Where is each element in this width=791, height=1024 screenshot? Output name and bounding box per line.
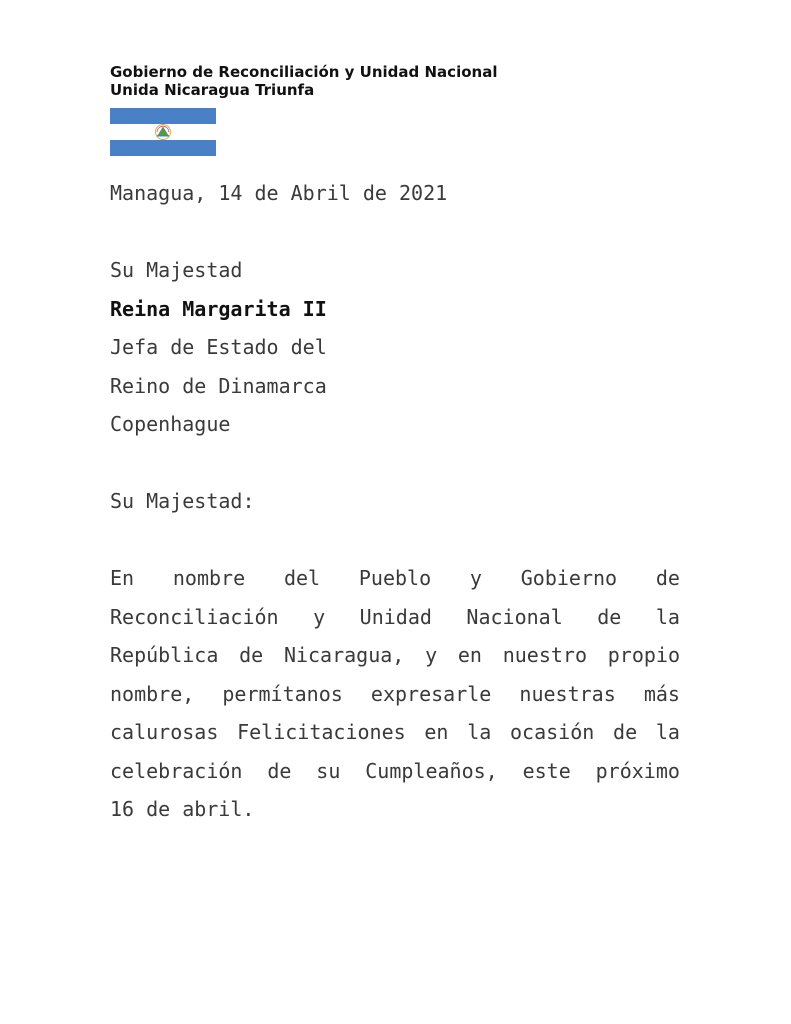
addressee-country: Reino de Dinamarca — [110, 373, 327, 398]
letterhead-slogan: Unida Nicaragua Triunfa — [110, 81, 315, 99]
paragraph-word: Reconciliación — [110, 604, 279, 629]
paragraph-word: más — [643, 681, 680, 706]
paragraph-word: y — [425, 643, 438, 667]
paragraph-line — [110, 675, 680, 714]
paragraph-word: nuestro — [502, 643, 587, 667]
paragraph-line — [110, 636, 680, 675]
paragraph-word: de — [597, 604, 622, 629]
paragraph-word: Gobierno — [520, 566, 618, 590]
paragraph-word: nombre — [172, 566, 246, 590]
paragraph-line — [110, 713, 680, 752]
paragraph-word: ocasión — [510, 720, 595, 744]
paragraph-word: Cumpleaños, — [365, 758, 498, 783]
paragraph-word: en — [424, 720, 449, 744]
paragraph-word: República — [110, 643, 219, 667]
paragraph-word: la — [467, 720, 492, 744]
paragraph-word: Unidad — [359, 604, 432, 629]
paragraph-word: y — [469, 566, 482, 590]
letter-salutation: Su Majestad: — [110, 489, 255, 513]
paragraph-word: 16 — [110, 797, 135, 821]
paragraph-word: celebración — [110, 758, 243, 783]
paragraph-line — [110, 559, 680, 598]
paragraph-word: y — [313, 604, 326, 629]
paragraph-word: de — [146, 797, 171, 821]
addressee-block — [110, 251, 680, 444]
paragraph-word: la — [655, 604, 680, 629]
paragraph-word: su — [316, 758, 341, 783]
coat-of-arms-emblem — [156, 125, 171, 140]
paragraph-word: Nicaragua, — [283, 643, 405, 667]
paragraph-line — [110, 790, 680, 829]
paragraph-line — [110, 752, 680, 791]
paragraph-word: propio — [607, 643, 680, 667]
paragraph-word: expresarle — [370, 681, 492, 706]
letterhead — [110, 63, 497, 99]
paragraph-word: nombre, — [110, 681, 195, 706]
paragraph-word: próximo — [595, 758, 680, 783]
paragraph-word: abril. — [182, 797, 255, 821]
paragraph-word: de — [239, 643, 264, 667]
paragraph-word: En — [110, 566, 135, 590]
nicaragua-flag-icon — [110, 108, 216, 156]
addressee-city: Copenhague — [110, 412, 231, 436]
letter-body-paragraph — [110, 559, 680, 829]
paragraph-word: Pueblo — [358, 566, 432, 590]
paragraph-word: de — [613, 720, 638, 744]
paragraph-word: este — [522, 758, 571, 783]
paragraph-word: de — [267, 758, 292, 783]
paragraph-word: nuestras — [519, 681, 616, 706]
paragraph-word: calurosas — [110, 720, 219, 744]
paragraph-word: permítanos — [222, 681, 343, 706]
addressee-name: Reina Margarita II — [110, 296, 327, 321]
paragraph-line — [110, 598, 680, 637]
letterhead-government-name: Gobierno de Reconciliación y Unidad Nacional — [110, 63, 498, 81]
paragraph-word: en — [457, 643, 482, 667]
letter-date: Managua, 14 de Abril de 2021 — [110, 181, 448, 205]
paragraph-word: del — [283, 566, 321, 590]
addressee-position: Jefa de Estado del — [110, 335, 327, 359]
paragraph-word: Nacional — [466, 604, 563, 629]
paragraph-word: la — [655, 720, 680, 744]
paragraph-word: Felicitaciones — [237, 720, 406, 744]
addressee-title: Su Majestad — [110, 258, 243, 282]
paragraph-word: de — [655, 566, 680, 590]
